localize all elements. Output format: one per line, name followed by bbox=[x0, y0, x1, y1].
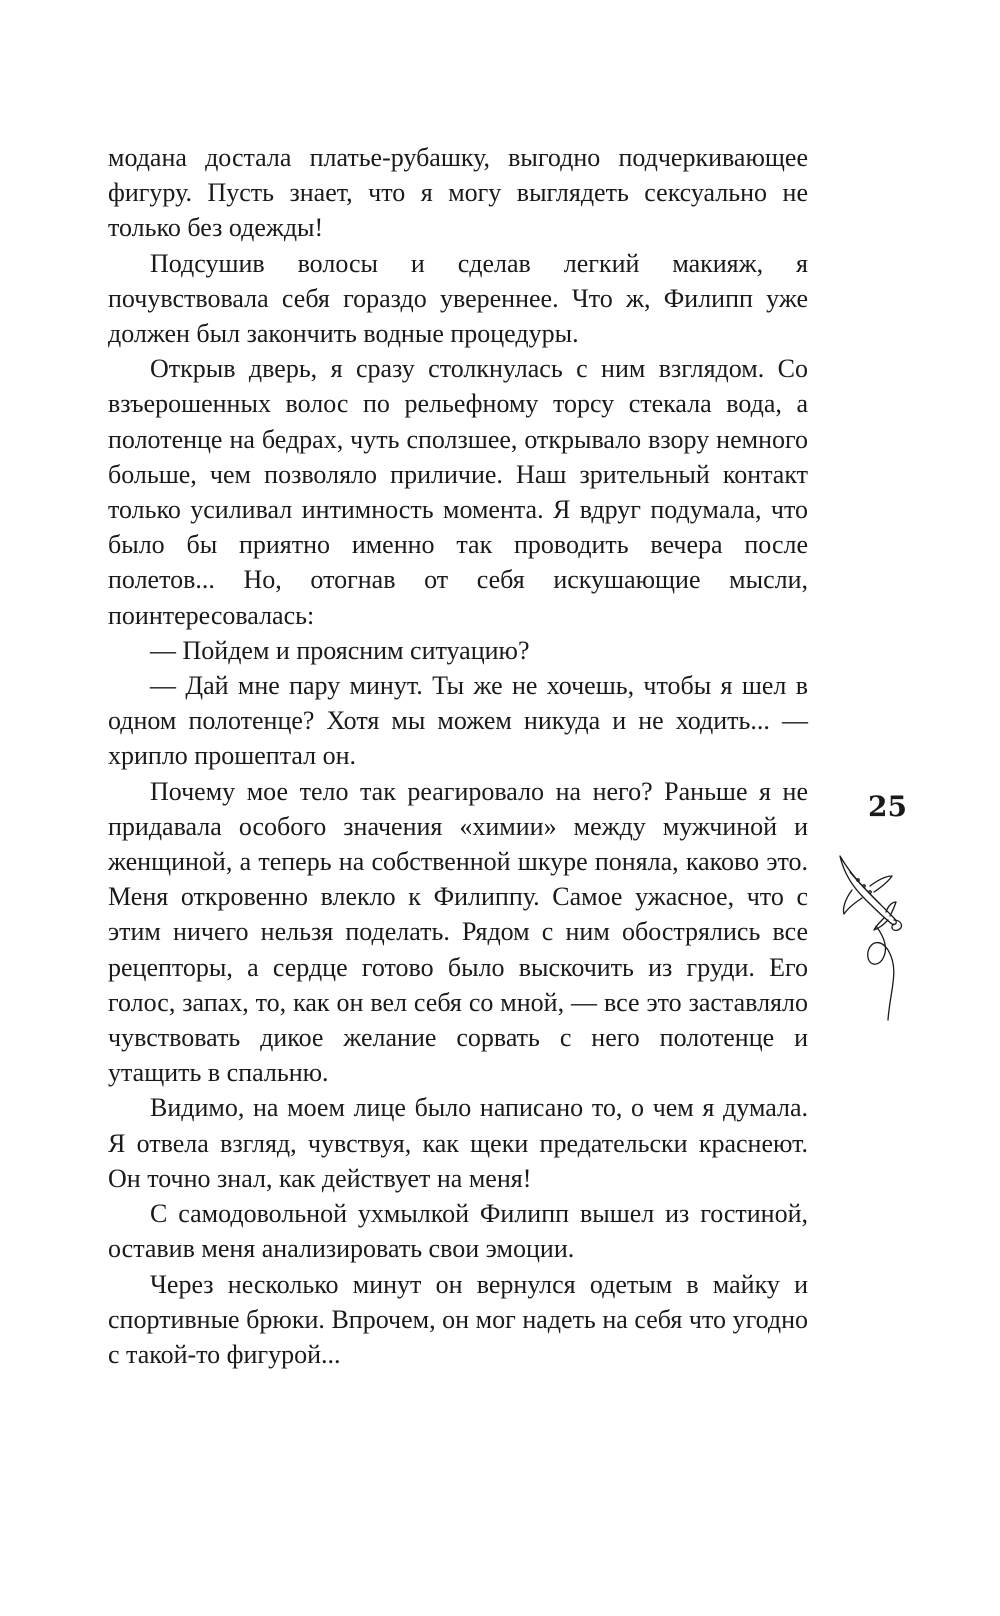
paragraph: Через несколько минут он вернулся одетым в майку и спортивные брюки. Впрочем, он мог надеть на себя что угодно с такой-то фигурой... bbox=[108, 1269, 808, 1369]
dialogue-line: — Пойдем и проясним ситуацию? bbox=[150, 635, 530, 665]
paragraph: Почему мое тело так реагировало на него? Раньше я не придавала особого значения «химии» между мужчиной и женщиной, а теперь на собственной шкуре поняла, каково это. Меня откровенно влекло к Филиппу. Самое ужасное, что с этим ничего нельзя поделать. Рядом с ним обострялись все рецепторы, а сердце готово было выскочить из груди. Его голос, запах, то, как он вел себя со мной, — все это заставляло чувствовать дикое желание сорвать с него полотенце и утащить в спальню. bbox=[108, 776, 808, 1088]
paragraph: Подсушив волосы и сделав легкий макияж, я почувствовала себя гораздо увереннее. Что ж, Филипп уже должен был закончить водные процедуры. bbox=[108, 248, 808, 349]
paragraph: Открыв дверь, я сразу столкнулась с ним взглядом. Со взъерошенных волос по рельефному торсу стекала вода, а полотенце на бедрах, чуть сползшее, открывало взору немного больше, чем позволяло приличие. Наш зрительный контакт только усиливал интимность момента. Я вдруг подумала, что было бы приятно именно так проводить вечера после полетов... Но, отогнав от себя искушающие мысли, поинтересовалась: bbox=[108, 354, 808, 630]
paragraph: С самодовольной ухмылкой Филипп вышел из гостиной, оставив меня анализировать свои эмоции. bbox=[108, 1199, 808, 1264]
page-number: 25 bbox=[868, 790, 907, 823]
dialogue-line: — Дай мне пару минут. Ты же не хочешь, чтобы я шел в одном полотенце? Хотя мы можем никуда и не ходить... — хрипло прошептал он. bbox=[108, 671, 808, 771]
airplane-flourish-icon bbox=[830, 850, 930, 1050]
paragraph: Видимо, на моем лице было написано то, о чем я думала. Я отвела взгляд, чувствуя, как щеки предательски краснеют. Он точно знал, как действует на меня! bbox=[108, 1093, 808, 1193]
body-text bbox=[108, 140, 808, 1372]
paragraph-continued: модана достала платье-рубашку, выгодно подчеркивающее фигуру. Пусть знает, что я могу выглядеть сексуально не только без одежды! bbox=[108, 143, 808, 243]
